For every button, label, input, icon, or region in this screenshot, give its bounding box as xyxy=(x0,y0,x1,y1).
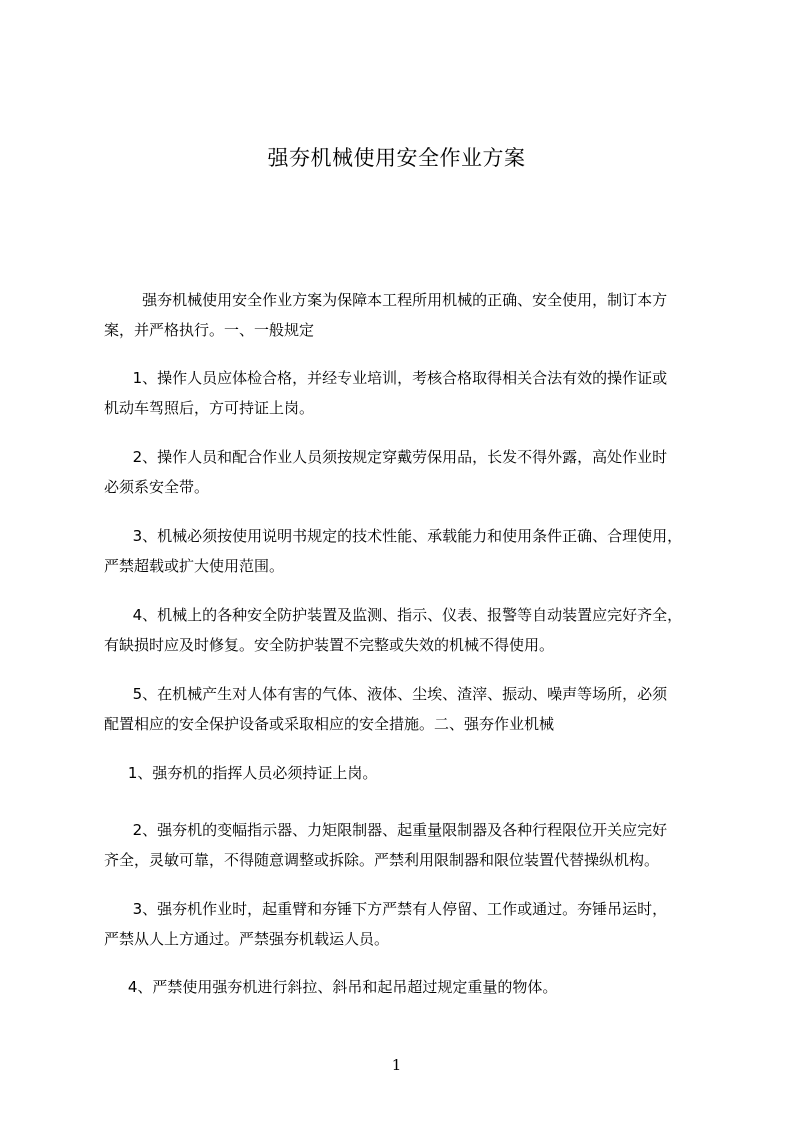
paragraph-line: 2、操作人员和配合作业人员须按规定穿戴劳保用品，长发不得外露，高处作业时 xyxy=(104,448,668,466)
paragraph-line: 1、强夯机的指挥人员必须持证上岗。 xyxy=(104,764,378,782)
paragraph-rule-5 xyxy=(104,679,716,739)
paragraph-intro xyxy=(104,285,716,345)
paragraph-tamper-4 xyxy=(104,972,716,1002)
paragraph-line: 必须系安全带。 xyxy=(104,478,210,496)
paragraph-line: 机动车驾照后，方可持证上岗。 xyxy=(104,399,315,417)
paragraph-rule-4 xyxy=(104,600,716,660)
page-number: 1 xyxy=(391,1056,402,1074)
paragraph-tamper-2 xyxy=(104,815,716,875)
paragraph-rule-3 xyxy=(104,521,716,581)
paragraph-line: 4、严禁使用强夯机进行斜拉、斜吊和起吊超过规定重量的物体。 xyxy=(104,978,558,996)
document-title: 强夯机械使用安全作业方案 xyxy=(267,146,526,170)
paragraph-line: 有缺损时应及时修复。安全防护装置不完整或失效的机械不得使用。 xyxy=(104,636,555,654)
paragraph-line: 4、机械上的各种安全防护装置及监测、指示、仪表、报警等自动装置应完好齐全， xyxy=(104,606,683,624)
paragraph-line: 3、强夯机作业时，起重臂和夯锤下方严禁有人停留、工作或通过。夯锤吊运时， xyxy=(104,900,668,918)
paragraph-line: 严禁超载或扩大使用范围。 xyxy=(104,557,285,575)
paragraph-line: 2、强夯机的变幅指示器、力矩限制器、起重量限制器及各种行程限位开关应完好 xyxy=(104,821,668,839)
paragraph-tamper-3 xyxy=(104,894,716,954)
paragraph-line: 3、机械必须按使用说明书规定的技术性能、承载能力和使用条件正确、合理使用， xyxy=(104,527,683,545)
paragraph-rule-2 xyxy=(104,442,716,502)
paragraph-line: 1、操作人员应体检合格，并经专业培训，考核合格取得相关合法有效的操作证或 xyxy=(104,369,668,387)
paragraph-line: 配置相应的安全保护设备或采取相应的安全措施。二、强夯作业机械 xyxy=(104,715,555,733)
paragraph-line: 5、在机械产生对人体有害的气体、液体、尘埃、渣滓、振动、噪声等场所，必须 xyxy=(104,685,668,703)
paragraph-line: 强夯机械使用安全作业方案为保障本工程所用机械的正确、安全使用，制订本方 xyxy=(104,291,668,309)
paragraph-line: 案，并严格执行。一、一般规定 xyxy=(104,321,315,339)
paragraph-line: 齐全，灵敏可靠，不得随意调整或拆除。严禁利用限制器和限位装置代替操纵机构。 xyxy=(104,851,660,869)
paragraph-rule-1 xyxy=(104,363,716,423)
paragraph-line: 严禁从人上方通过。严禁强夯机载运人员。 xyxy=(104,930,390,948)
paragraph-tamper-1 xyxy=(104,758,716,788)
